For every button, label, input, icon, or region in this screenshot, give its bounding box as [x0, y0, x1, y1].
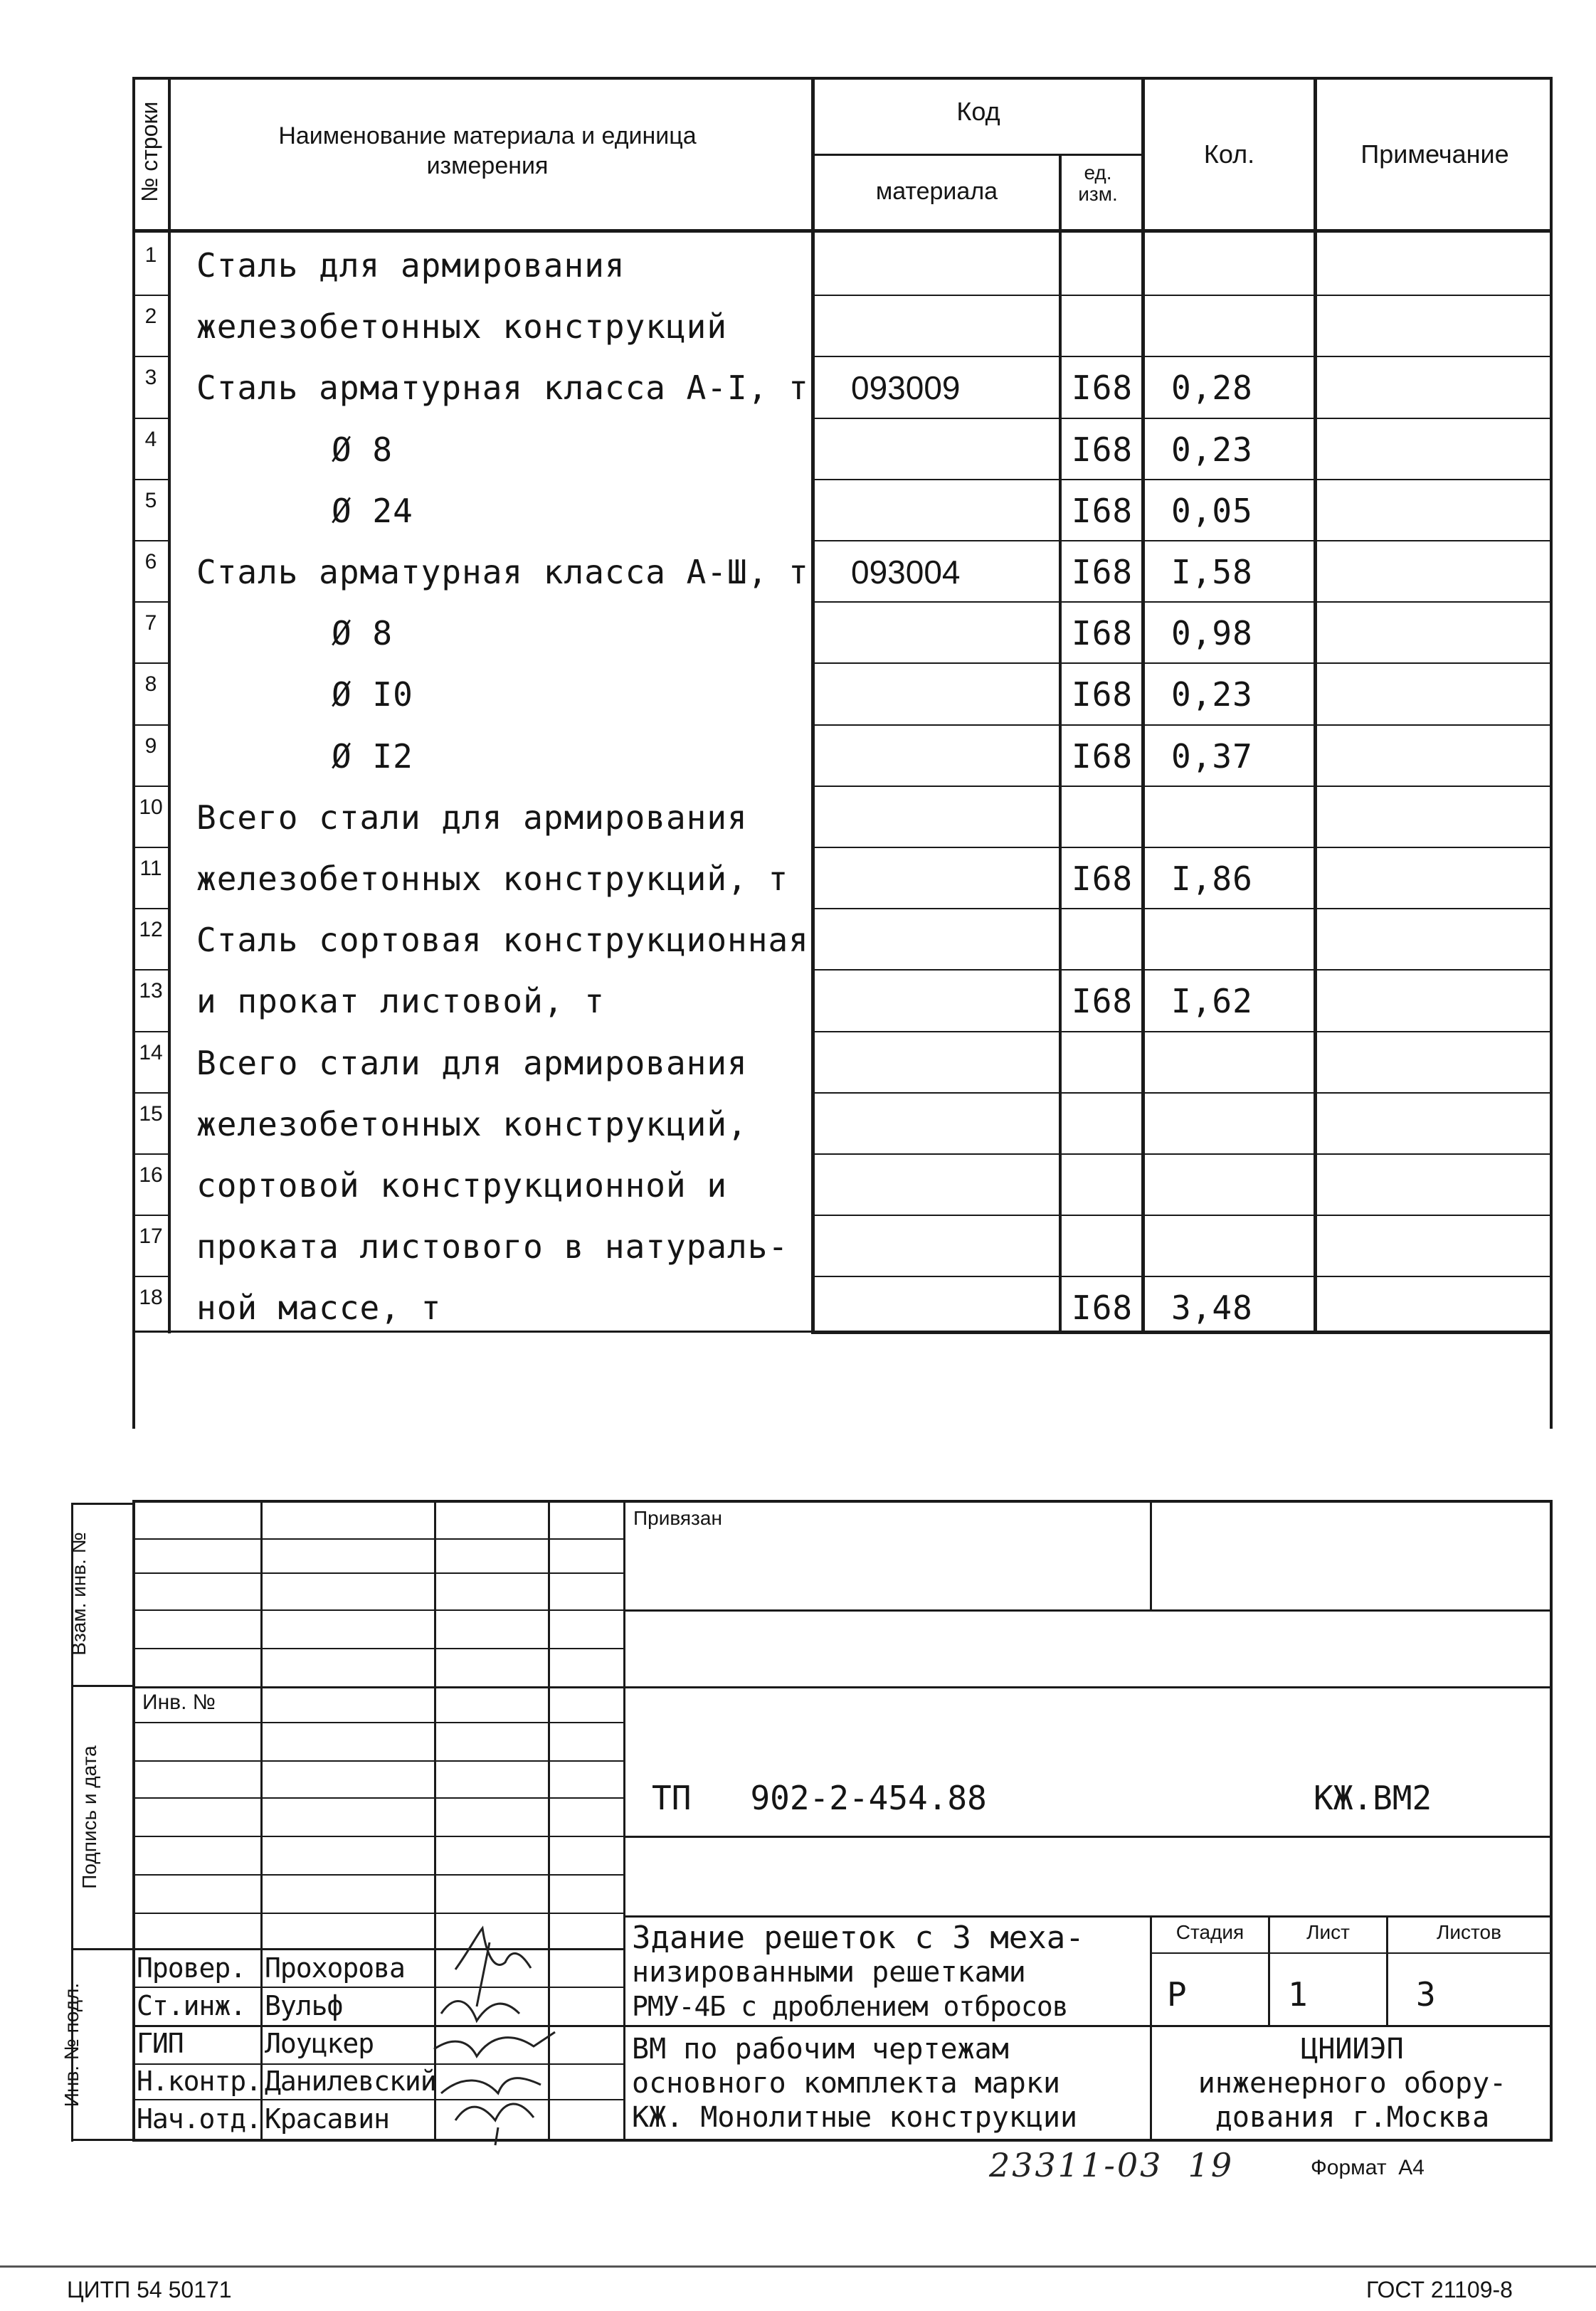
table-row: [132, 971, 1553, 1032]
material-name: Всего стали для армирования: [196, 1043, 748, 1082]
sheets-value: 3: [1416, 1975, 1436, 2014]
note-header: Примечание: [1360, 139, 1509, 169]
table-row: [132, 848, 1553, 909]
privyazan-label: Привязан: [633, 1507, 722, 1529]
organization-line: инженерного обору-: [1198, 2067, 1507, 2100]
material-name: проката листового в натураль-: [196, 1227, 789, 1266]
material-name: Ø 8: [332, 430, 393, 469]
unit-code: I68: [1072, 614, 1133, 653]
signatory-name: Данилевский: [265, 2066, 436, 2097]
description-line: основного комплекта марки: [632, 2067, 1061, 2100]
stage-value: Р: [1167, 1975, 1187, 2014]
format-label: Формат А4: [1311, 2156, 1425, 2179]
inv-no-label: Инв. №: [142, 1691, 216, 1714]
material-name: Всего стали для армирования: [196, 798, 748, 837]
sheet-value: 1: [1288, 1975, 1308, 2014]
row-number: 17: [139, 1225, 163, 1249]
building-title-line: низированными решетками: [632, 1956, 1026, 1989]
inv-podl-label: Инв. № подл.: [60, 1982, 83, 2108]
table-row: [132, 1032, 1553, 1094]
quantity: I,58: [1171, 553, 1253, 591]
row-number: 6: [144, 550, 157, 573]
material-name: сортовой конструкционной и: [196, 1166, 728, 1205]
quantity: 3,48: [1171, 1289, 1253, 1328]
row-number: 14: [139, 1040, 163, 1064]
table-row: [132, 1155, 1553, 1216]
signatory-role: Провер.: [137, 1952, 246, 1984]
row-number: 15: [139, 1101, 163, 1126]
code-unit-header: ед. изм.: [1078, 162, 1118, 205]
row-number: 2: [144, 305, 157, 329]
signatory-name: Прохорова: [265, 1952, 405, 1984]
table-row: [132, 541, 1553, 603]
row-number-header: № строки: [137, 101, 162, 202]
description-line: ВМ по рабочим чертежам: [632, 2033, 1009, 2066]
signatory-name: Вульф: [265, 1990, 343, 2021]
material-name: Ø 8: [332, 614, 393, 653]
table-row: [132, 664, 1553, 725]
quantity: 0,98: [1171, 614, 1253, 653]
organization-line: дования г.Москва: [1215, 2101, 1490, 2134]
material-name: железобетонных конструкций,: [196, 1104, 748, 1143]
quantity: 0,23: [1171, 430, 1253, 469]
material-name: железобетонных конструкций: [196, 307, 728, 347]
code-header: Код: [956, 97, 1000, 126]
signatory-name: Красавин: [265, 2103, 390, 2135]
unit-code: I68: [1072, 1289, 1133, 1328]
signatory-role: Нач.отд.: [137, 2103, 262, 2135]
row-number: 3: [144, 366, 157, 390]
signatory-role: Н.контр.: [137, 2066, 262, 2097]
quantity: I,62: [1171, 982, 1253, 1021]
table-row: [132, 1216, 1553, 1277]
unit-code: I68: [1072, 982, 1133, 1021]
table-row: [132, 726, 1553, 787]
row-number: 10: [139, 795, 163, 819]
row-number: 16: [139, 1163, 163, 1187]
table-row: [132, 235, 1553, 296]
quantity: 0,05: [1171, 491, 1253, 530]
row-number: 7: [144, 611, 157, 635]
unit-code: I68: [1072, 675, 1133, 714]
material-name: и прокат листовой, т: [196, 982, 605, 1021]
row-number: 12: [139, 918, 163, 942]
row-number: 1: [144, 243, 157, 267]
footer-left-code: ЦИТП 54 50171: [67, 2277, 232, 2302]
unit-code: I68: [1072, 736, 1133, 776]
footer-gost: ГОСТ 21109-8: [1366, 2277, 1513, 2302]
unit-code: I68: [1072, 491, 1133, 530]
code-material-header: материала: [875, 178, 998, 205]
material-code: 093009: [851, 369, 961, 407]
material-name: железобетонных конструкций, т: [196, 860, 789, 898]
material-name: Сталь сортовая конструкционная: [196, 921, 809, 960]
building-title-line: РМУ-4Б с дроблением отбросов: [632, 1991, 1068, 2022]
signatures-graphic: [427, 1907, 655, 2149]
material-name: ной массе, т: [196, 1289, 442, 1328]
row-number: 9: [144, 734, 157, 758]
material-name: Ø 24: [332, 491, 413, 530]
quantity-header: Кол.: [1203, 139, 1255, 169]
quantity: 0,28: [1171, 369, 1253, 408]
building-title-line: Здание решеток с 3 меха-: [632, 1920, 1084, 1956]
quantity: I,86: [1171, 860, 1253, 898]
sheets-label: Листов: [1437, 1921, 1501, 1943]
signature-date-label: Подпись и дата: [78, 1745, 100, 1889]
signatory-role: ГИП: [137, 2028, 184, 2059]
document-mark: КЖ.ВМ2: [1314, 1779, 1432, 1817]
table-row: [132, 603, 1553, 664]
unit-code: I68: [1072, 369, 1133, 408]
row-number: 4: [144, 427, 157, 451]
table-row: [132, 1277, 1553, 1338]
row-number: 5: [144, 488, 157, 512]
unit-code: I68: [1072, 553, 1133, 591]
table-row: [132, 296, 1553, 357]
row-number: 13: [139, 979, 163, 1003]
description-line: КЖ. Монолитные конструкции: [632, 2101, 1078, 2134]
document-code: ТП 902-2-454.88: [652, 1779, 987, 1817]
table-row: [132, 357, 1553, 418]
building-title: [632, 1921, 1150, 2024]
material-code: 093004: [851, 554, 961, 591]
row-number: 18: [139, 1286, 163, 1310]
material-name: Ø I0: [332, 675, 413, 714]
handwritten-number: 23311-03 19: [989, 2146, 1235, 2184]
material-name-header: Наименование материала и единица измерения: [278, 122, 697, 179]
material-name: Сталь арматурная класса А-I, т: [196, 369, 809, 408]
table-row: [132, 787, 1553, 848]
organization-line: ЦНИИЭП: [1301, 2033, 1404, 2066]
table-row: [132, 480, 1553, 541]
row-number: 11: [139, 857, 162, 880]
unit-code: I68: [1072, 860, 1133, 898]
organization: [1152, 2032, 1553, 2135]
signatory-name: Лоуцкер: [265, 2028, 374, 2059]
unit-code: I68: [1072, 430, 1133, 469]
document-description: [632, 2032, 1150, 2135]
table-row: [132, 419, 1553, 480]
quantity: 0,37: [1171, 736, 1253, 776]
signatory-role: Ст.инж.: [137, 1990, 246, 2021]
material-name: Сталь для армирования: [196, 246, 625, 285]
sheet-label: Лист: [1306, 1921, 1350, 1943]
quantity: 0,23: [1171, 675, 1253, 714]
vzam-inv-label: Взам. инв. №: [68, 1532, 90, 1656]
row-number: 8: [144, 672, 157, 697]
table-row: [132, 909, 1553, 971]
table-row: [132, 1094, 1553, 1155]
material-name: Ø I2: [332, 736, 413, 776]
material-name: Сталь арматурная класса А-Ш, т: [196, 553, 809, 591]
stage-label: Стадия: [1175, 1921, 1244, 1943]
